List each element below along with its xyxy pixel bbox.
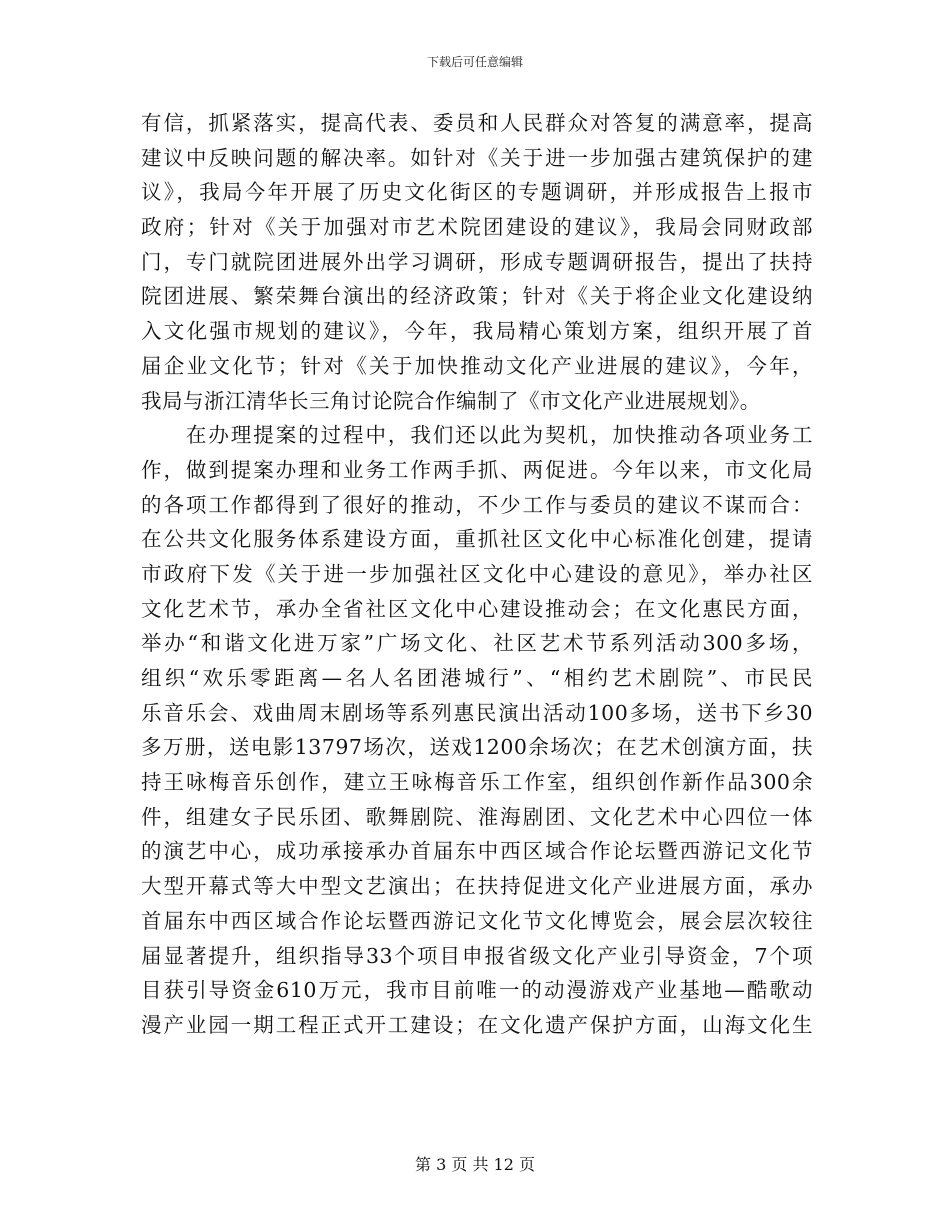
text-line: 大型开幕式等大中型文艺演出；在扶持促进文化产业进展方面，承办	[141, 874, 813, 899]
text-line: 建议中反映问题的解决率。如针对《关于进一步加强古建筑保护的建	[141, 145, 813, 170]
body-text	[141, 106, 813, 1043]
text-line: 持王咏梅音乐创作，建立王咏梅音乐工作室，组织创作新作品300余	[141, 770, 813, 795]
text-line: 目获引导资金610万元，我市目前唯一的动漫游戏产业基地—酷歌动	[141, 978, 813, 1003]
text-line: 有信，抓紧落实，提高代表、委员和人民群众对答复的满意率，提高	[141, 111, 813, 135]
text-line: 乐音乐会、戏曲周末剧场等系列惠民演出活动100多场，送书下乡30	[141, 700, 813, 725]
text-line: 文化艺术节，承办全省社区文化中心建设推动会；在文化惠民方面，	[141, 596, 813, 621]
text-line: 作，做到提案办理和业务工作两手抓、两促进。今年以来，市文化局	[141, 457, 813, 482]
text-line: 入文化强市规划的建议》，今年，我局精心策划方案，组织开展了首	[141, 319, 813, 344]
text-line: 在办理提案的过程中，我们还以此为契机，加快推动各项业务工	[141, 423, 813, 448]
text-line: 的各项工作都得到了很好的推动，不少工作与委员的建议不谋而合：	[141, 492, 813, 517]
text-line: 市政府下发《关于进一步加强社区文化中心建设的意见》，举办社区	[141, 561, 813, 586]
text-line: 届显著提升，组织指导33个项目申报省级文化产业引导资金，7个项	[141, 943, 813, 968]
text-line: 届企业文化节；针对《关于加快推动文化产业进展的建议》，今年，	[141, 353, 813, 378]
text-line: 在公共文化服务体系建设方面，重抓社区文化中心标准化创建，提请	[141, 527, 813, 552]
page-number: 第 3 页 共 12 页	[415, 1155, 535, 1174]
text-line: 多万册，送电影13797场次，送戏1200余场次；在艺术创演方面，扶	[141, 735, 813, 760]
text-line: 组织“欢乐零距离—名人名团港城行”、“相约艺术剧院”、市民民	[141, 666, 813, 690]
text-line: 我局与浙江清华长三角讨论院合作编制了《市文化产业进展规划》。	[141, 388, 761, 413]
text-line: 举办“和谐文化进万家”广场文化、社区艺术节系列活动300多场，	[141, 631, 813, 656]
text-line: 件，组建女子民乐团、歌舞剧院、淮海剧团、文化艺术中心四位一体	[141, 804, 813, 829]
text-line: 漫产业园一期工程正式开工建设；在文化遗产保护方面，山海文化生	[141, 1012, 813, 1037]
text-line: 议》，我局今年开展了历史文化街区的专题调研，并形成报告上报市	[141, 180, 813, 205]
text-line: 的演艺中心，成功承接承办首届东中西区域合作论坛暨西游记文化节	[141, 839, 813, 864]
text-line: 门，专门就院团进展外出学习调研，形成专题调研报告，提出了扶持	[141, 249, 813, 274]
text-line: 政府；针对《关于加强对市艺术院团建设的建议》，我局会同财政部	[141, 215, 813, 240]
text-line: 首届东中西区域合作论坛暨西游记文化节文化博览会，展会层次较往	[141, 908, 813, 933]
header-note: 下载后可任意编辑	[426, 55, 523, 69]
text-line: 院团进展、繁荣舞台演出的经济政策；针对《关于将企业文化建设纳	[141, 284, 813, 309]
